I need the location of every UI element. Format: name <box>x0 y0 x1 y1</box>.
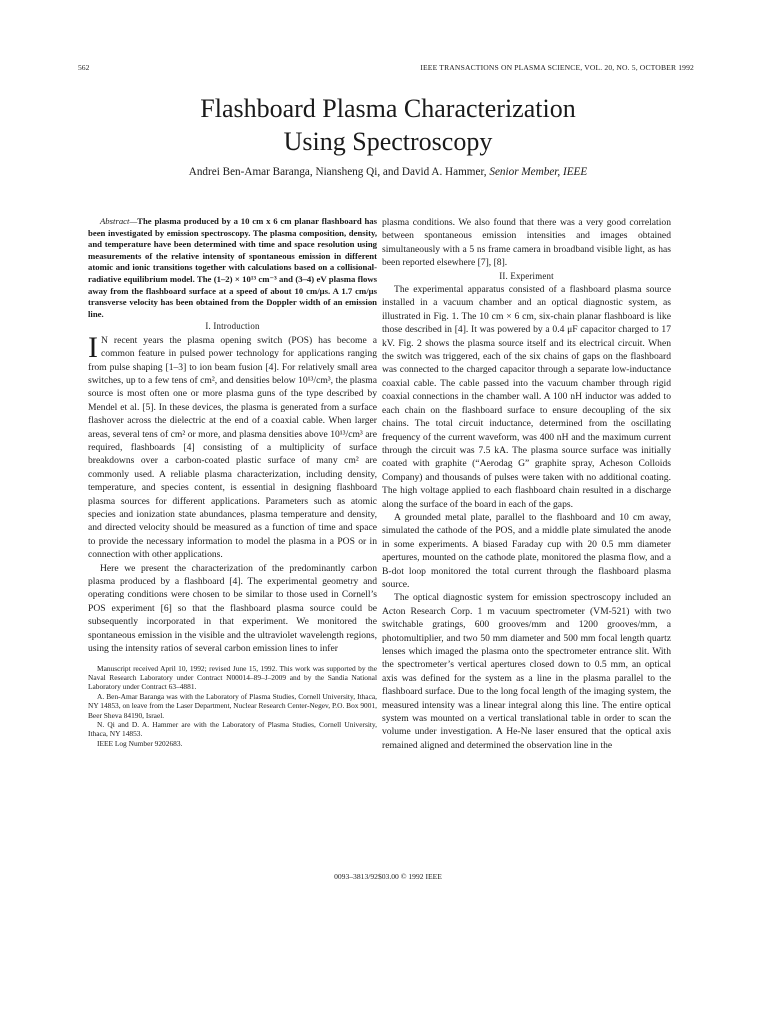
intro-paragraph-2: Here we present the characterization of the predominantly carbon plasma produced by a flashboard [4]. The experimental geometry and operating conditions were chosen to be similar to those used in Cornell’s POS experiment [6] so that the flashboard plasma source could be subsequently incorporated in that experiment. We monitored the spontaneous emission in the visible and the ultraviolet wavelength regions, using the intensity ratios of several carbon emission lines to infer <box>88 562 377 655</box>
experiment-paragraph-2: A grounded metal plate, parallel to the flashboard and 10 cm away, simulated the cathode of the POS, and a middle plate simulated the anode in some experiments. A biased Faraday cup with 20 0.5 mm diameter apertures, mounted on the cathode plate, monitored the plasma flow, and a B-dot loop monitored the total current through the flashboard plasma source. <box>382 511 671 590</box>
footnote-manuscript: Manuscript received April 10, 1992; revised June 15, 1992. This work was supported by the Naval Research Laboratory under Contract N00014–89–J–2009 and by the Sandia National Laboratory under Contract 63–4881. <box>88 663 377 692</box>
experiment-paragraph-3: The optical diagnostic system for emission spectroscopy included an Acton Research Corp. 1 m vacuum spectrometer (VM-521) with two switchable gratings, 600 grooves/mm and 1200 grooves/mm, a photomultiplier, and two 50 mm diameter and 500 mm focal length quartz lenses which imaged the plasma onto the spectrometer entrance slit. With the spectrometer’s vertical apertures closed down to 0.5 mm, an optical axis was defined for the system as a line in the plasma parallel to the flashboard surface. Due to the long focal length of the imaging system, the measured intensity was a linear integral along this line. The entire optical system was mounted on a vertical translational table in order to scan the volume under investigation. A He-Ne laser ensured that the optical axis remained aligned and determined the observation line in the <box>382 592 671 751</box>
drop-cap: I <box>88 330 98 364</box>
author-names: Andrei Ben-Amar Baranga, Niansheng Qi, and David A. Hammer, <box>188 166 487 178</box>
running-header <box>78 63 694 77</box>
intro-paragraph-1-text: N recent years the plasma opening switch (POS) has become a common feature in pulsed power technology for applications ranging from pulse shaping [1–3] to ion beam fusion [4]. For relatively small area switches, up to a few tens of cm², and densities below 10¹³/cm³, the plasma source is most often one or more plasma guns of the type described by Mendel et al. [5]. In these devices, the plasma is generated from a surface flashover across the dielectric at the end of a coaxial cable. When larger areas, several tens of cm² or more, and plasma densities above 10¹³/cm³ are required, flashboards [4] consisting of a multiplicity of surface breakdowns over a carbon-coated plastic surface of many cm² are commonly used. A reliable plasma characterization, including density, temperature, and species content, is essential in designing flashboard plasma sources for different applications. Parameters such as atomic species and ionization state abundances, plasma temperature and density, and directed velocity should be measured as a function of time and space to provide the necessary information to model the plasma in a POS or in connection with other applications. <box>88 334 377 561</box>
abstract-label: Abstract— <box>100 216 138 226</box>
abstract-text: The plasma produced by a 10 cm x 6 cm planar flashboard has been investigated by emission spectroscopy. The plasma composition, density, and temperature have been determined with time and space resolution using measurements of the relative intensity of spontaneous emission in different atomic and ionic transitions together with calculations based on a collisional-radiative equilibrium model. The (1–2) × 10¹³ cm⁻³ and (3–4) eV plasma flows away from the flashboard surface at a speed of about 10 cm/μs. A 1.7 cm/μs transverse velocity has been obtained from the Doppler width of an emission line. <box>88 216 377 319</box>
footnotes <box>88 664 377 749</box>
section-heading-introduction: I. Introduction <box>205 321 260 332</box>
footnote-affiliation-1: A. Ben-Amar Baranga was with the Laboratory of Plasma Studies, Cornell University, Ithaca, NY 14853, on leave from the Laser Department, Nuclear Research Center-Negev, P.O. Box 9001, Beer Sheva 84190, Israel. <box>88 691 377 720</box>
title-line-2: Using Spectroscopy <box>283 127 493 156</box>
experiment-paragraph-1: The experimental apparatus consisted of a flashboard plasma source installed in a vacuum chamber and an optical diagnostic system, as illustrated in Fig. 1. The 10 cm × 6 cm, six-chain planar flashboard is like those described in [4]. It was powered by a 0.4 μF capacitor charged to 17 kV. Fig. 2 shows the plasma source itself and its electrical circuit. When the switch was triggered, each of the six chains of gaps on the flashboard was connected to the charged capacitor through a separate low-inductance coaxial cable. The cable passed into the vacuum chamber through rigid coaxial connections in the chamber wall. A 100 nH inductor was added to each chain on the flashboard surface to ensure decoupling of the six chains. The total circuit inductance, determined from the oscillating frequency of the current waveform, was 400 nH and the maximum current through the circuit was 7.5 kA. The plasma source surface was initially coated with graphite (“Aerodag G” graphite spray, Acheson Colloids Company) and thousands of pulses were taken with no additional coating. The high voltage applied to each flashboard chain resulted in a discharge along the surface of the board in each of the gaps. <box>382 284 671 510</box>
section-heading-experiment: II. Experiment <box>499 270 554 281</box>
author-line <box>80 166 696 178</box>
abstract <box>88 216 377 320</box>
left-column <box>88 216 377 748</box>
right-column <box>382 216 671 752</box>
paper-title <box>80 92 696 158</box>
author-role: Senior Member, IEEE <box>489 166 588 178</box>
intro-paragraph-1 <box>88 330 377 562</box>
footnote-affiliation-2: N. Qi and D. A. Hammer are with the Laboratory of Plasma Studies, Cornell University, Ithaca, NY 14853. <box>88 719 377 739</box>
journal-header: IEEE TRANSACTIONS ON PLASMA SCIENCE, VOL. 20, NO. 5, OCTOBER 1992 <box>420 63 694 72</box>
footnote-log-number: IEEE Log Number 9202683. <box>97 738 183 748</box>
title-line-1: Flashboard Plasma Characterization <box>200 94 576 123</box>
copyright-footer: 0093–3813/92$03.00 © 1992 IEEE <box>334 872 442 881</box>
intro-continuation: plasma conditions. We also found that there was a very good correlation between spontaneous emission intensities and images obtained simultaneously with a 5 ns frame camera in broadband visible light, as has been reported elsewhere [7], [8]. <box>382 217 671 269</box>
page-number: 562 <box>78 63 90 72</box>
